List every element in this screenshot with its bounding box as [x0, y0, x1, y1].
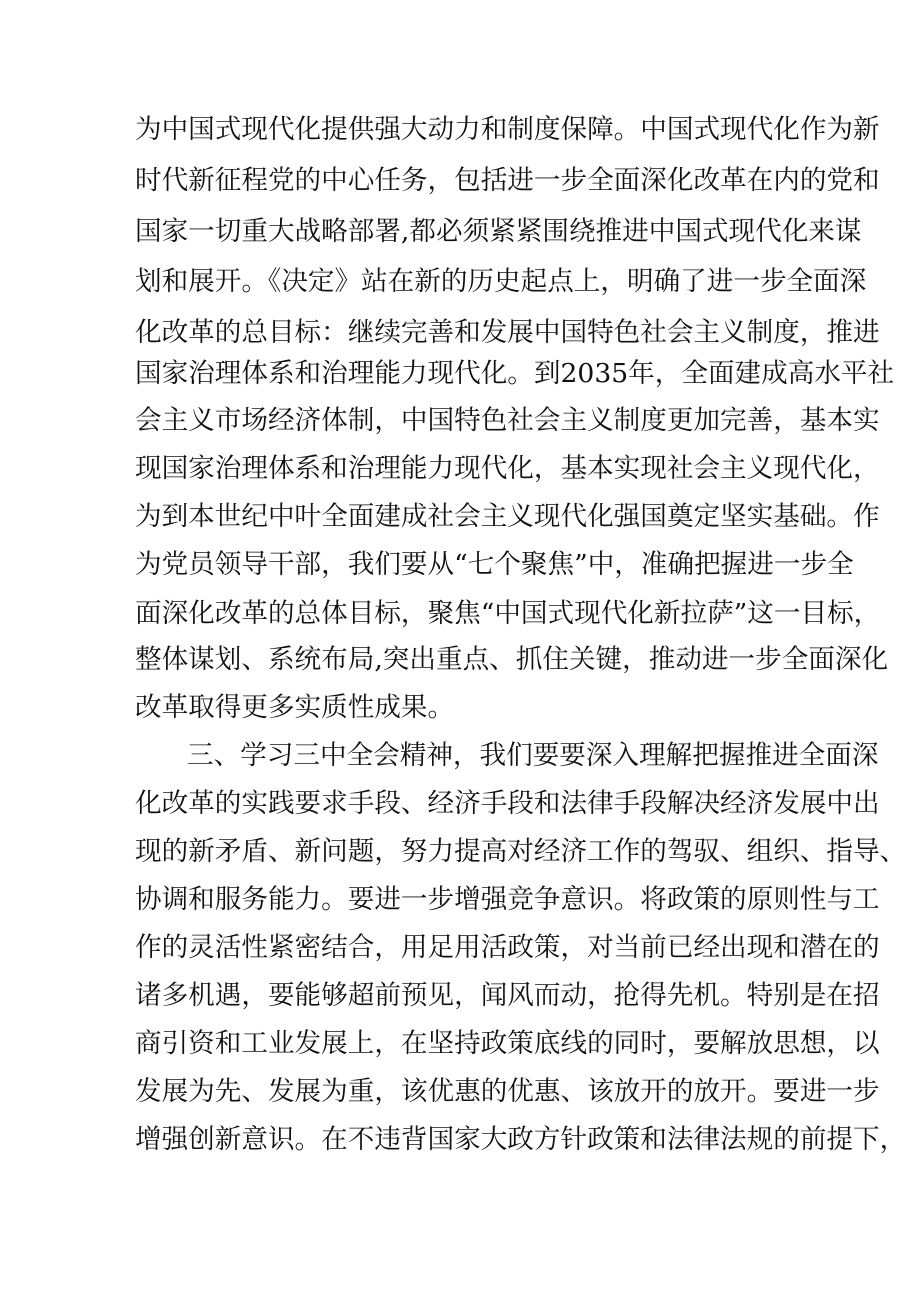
- text-line: 协调和服务能力。要进一步增强竞争意识。将政策的原则性与工: [135, 884, 880, 915]
- text-line: 商引资和工业发展上，在坚持政策底线的同时，要解放思想，以: [135, 1028, 880, 1059]
- text-line: 时代新征程党的中心任务，包括进一步全面深化改革在内的党和: [135, 165, 880, 196]
- text-line: 三、学习三中全会精神，我们要要深入理解把握推进全面深: [187, 740, 879, 771]
- text-line: 国家一切重大战略部署,都必须紧紧围绕推进中国式现代化来谋: [135, 216, 862, 247]
- text-line: 为中国式现代化提供强大动力和制度保障。中国式现代化作为新: [135, 114, 880, 145]
- text-line: 面深化改革的总体目标，聚焦“中国式现代化新拉萨”这一目标，: [135, 598, 881, 629]
- text-line: 现国家治理体系和治理能力现代化，基本实现社会主义现代化，: [135, 453, 880, 484]
- text-line: 发展为先、发展为重，该优惠的优惠、该放开的放开。要进一步: [135, 1076, 880, 1107]
- text-line: 会主义市场经济体制，中国特色社会主义制度更加完善，基本实: [135, 405, 880, 436]
- text-line: 改革取得更多实质性成果。: [135, 692, 455, 723]
- text-line: 诸多机遇，要能够超前预见，闻风而动，抢得先机。特别是在招: [135, 980, 880, 1011]
- text-line: 增强创新意识。在不违背国家大政方针政策和法律法规的前提下，: [135, 1124, 907, 1155]
- text-line: 现的新矛盾、新问题，努力提高对经济工作的驾驭、组织、指导、: [135, 836, 907, 867]
- text-line: 为党员领导干部，我们要从“七个聚焦”中，准确把握进一步全: [135, 549, 854, 580]
- text-line: 整体谋划、系统布局,突出重点、抓住关键，推动进一步全面深化: [135, 644, 889, 675]
- text-line: 划和展开。《决定》站在新的历史起点上，明确了进一步全面深: [135, 266, 867, 297]
- text-line: 化改革的总目标：继续完善和发展中国特色社会主义制度，推进: [135, 317, 880, 348]
- text-line: 为到本世纪中叶全面建成社会主义现代化强国奠定坚实基础。作: [135, 501, 880, 532]
- text-line: 作的灵活性紧密结合，用足用活政策，对当前已经出现和潜在的: [135, 932, 880, 963]
- text-line: 国家治理体系和治理能力现代化。到2035年，全面建成高水平社: [135, 358, 895, 389]
- text-line: 化改革的实践要求手段、经济手段和法律手段解决经济发展中出: [135, 788, 880, 819]
